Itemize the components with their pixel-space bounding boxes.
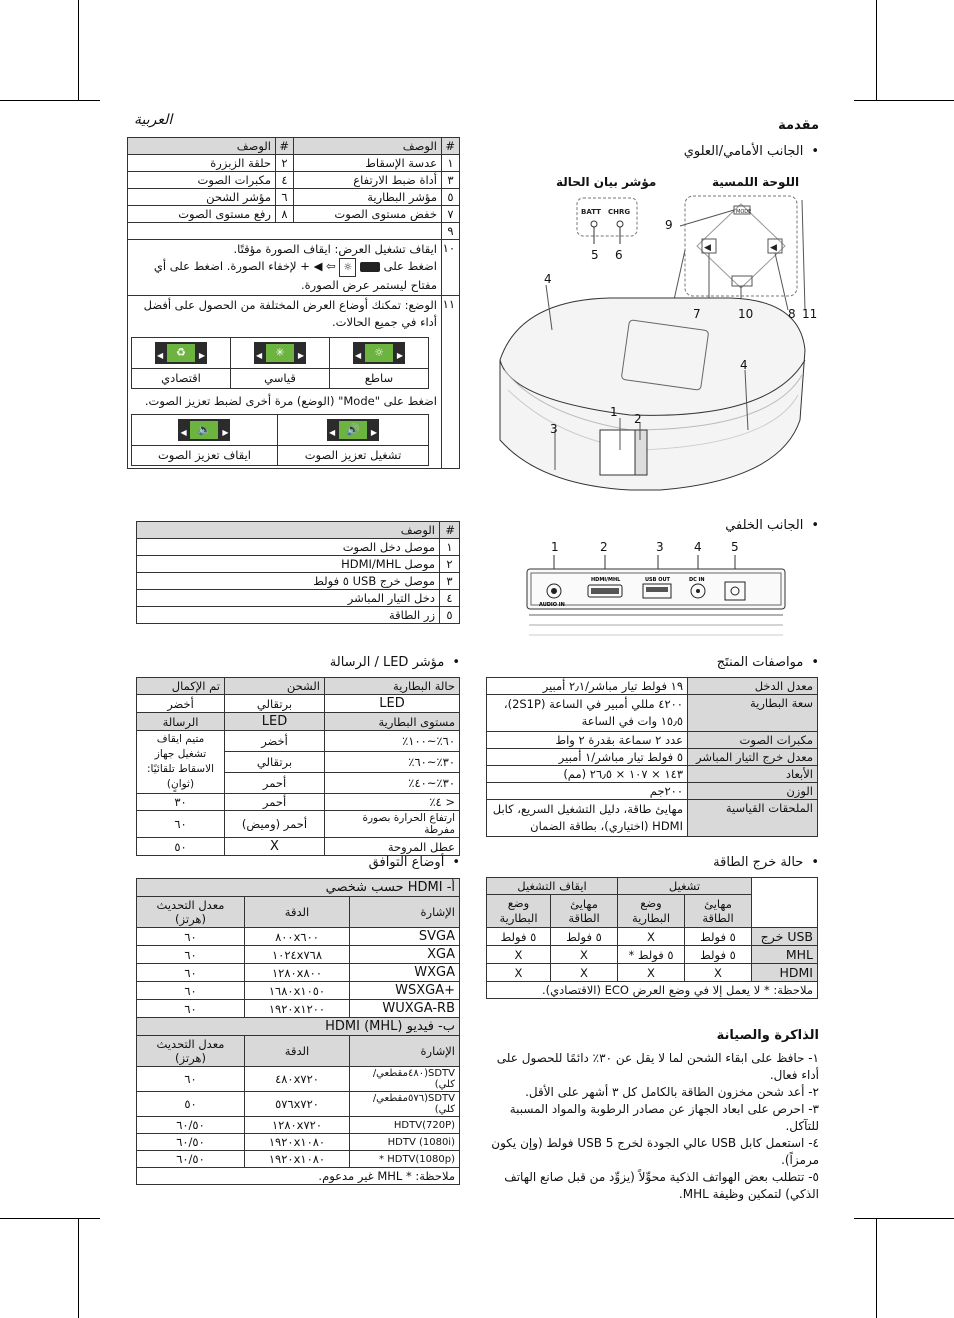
- col-desc: الوصف: [137, 522, 440, 539]
- svg-text:BATT: BATT: [581, 208, 601, 216]
- table-row: USB خرج ٥ فولط X ٥ فولط ٥ فولط: [487, 928, 818, 946]
- back-callout-1: 1: [551, 540, 559, 554]
- table-row: ٣٠٪~٦٠٪ برتقالي: [137, 752, 460, 773]
- table-row: ٣ موصل خرج USB ٥ فولط: [137, 573, 460, 590]
- table-row: HDMI X X X X: [487, 964, 818, 982]
- mode-eco-icon: ◀ ♻ ▶: [155, 342, 207, 364]
- col-num: #: [442, 138, 460, 155]
- svg-text:DC IN: DC IN: [689, 577, 705, 583]
- front-top-heading: • الجانب الأمامي/العلوي: [684, 144, 819, 159]
- row10-text-b: اضغط على: [383, 259, 437, 273]
- table-row: سعة البطارية ٤٢٠٠ مللي أمبير في الساعة (2S1P)، ١٥٫٥ وات في الساعة: [487, 695, 818, 732]
- table-row: SDTV(٤٨٠مقطعي/كلي) ٤٨٠x٧٢٠ ٦٠: [137, 1067, 460, 1092]
- table-row: ١١ الوضع: تمكنك أوضاع العرض المختلفة من الحصول على أفضل أداء في جميع الحالات. ◀ ☼ ▶ ◀ ✳ ▶ ◀ ♻ ▶ ساطع قياسي اقتصادي اضغط على "Mode" (الوضع) مرة أخرى لضبط تعزيز الصوت. ◀ 🔊 ▶ ◀ 🔈 ▶ تشغيل تعزيز الصوت ايقاف تعزيز الصوت: [128, 296, 460, 469]
- table-row: ٢ موصل HDMI/MHL: [137, 556, 460, 573]
- back-callout-4: 4: [694, 540, 702, 554]
- table-row: MHL ٥ فولط ٥ فولط * X X: [487, 946, 818, 964]
- table-row: ١٠ ايقاف تشغيل العرض: ايقاف الصورة مؤقتًا. اضغط على ☼ ⇦ ◀ + لإخفاء الصورة. اضغط على أي مفتاح ليستمر عرض الصورة.: [128, 240, 460, 296]
- sound-on-icon: ◀ 🔊 ▶: [327, 419, 379, 441]
- power-note: ملاحظة: * لا يعمل إلا في وضع العرض ECO (الاقتصادي).: [487, 982, 818, 999]
- row11-text-a: الوضع: تمكنك أوضاع العرض المختلفة من الحصول على أفضل أداء في جميع الحالات.: [143, 298, 437, 329]
- table-row: WSXGA+ ١٦٨٠x١٠٥٠ ٦٠: [137, 982, 460, 1000]
- table-row: معدل خرج التيار المباشر ٥ فولط تيار مباشر/١ أمبير: [487, 749, 818, 766]
- back-heading: • الجانب الخلفي: [725, 518, 819, 533]
- memory-title: الذاكرة والصيانة: [716, 1028, 819, 1043]
- memory-item: ٥- تتطلب بعض الهواتف الذكية محوِّلاً (يزوِّد من قبل صانع الهاتف الذكي) لتمكين وظيفة MHL.: [504, 1170, 819, 1201]
- projector-top-diagram: [480, 190, 830, 500]
- table-row: الوزن ٢٠٠جم: [487, 783, 818, 800]
- callout-8: 8: [788, 307, 796, 321]
- callout-4b: 4: [740, 358, 748, 372]
- callout-1: 1: [610, 405, 618, 419]
- col-desc: الوصف: [128, 138, 276, 155]
- svg-text:MODE: MODE: [736, 209, 752, 215]
- table-row: SVGA ٨٠٠x٦٠٠ ٦٠: [137, 928, 460, 946]
- specs-heading: • مواصفات المنتَج: [717, 655, 819, 670]
- callout-5: 5: [591, 248, 599, 262]
- table-row: ٥ زر الطاقة: [137, 607, 460, 624]
- crop-mark: [78, 0, 79, 100]
- table-row: < ٤٪ أحمر ٣٠: [137, 794, 460, 811]
- speaker-icon: ◀: [313, 259, 323, 273]
- table-row: ٣ أداة ضبط الارتفاع ٤ مكبرات الصوت: [128, 172, 460, 189]
- crop-mark: [854, 100, 954, 101]
- led-table: حالة البطارية الشحن تم الإكمال LED برتقالي أخضر مستوى البطارية LED الرسالة ٦٠٪~١٠٠٪ أخضر متيم ايقاف تشغيل جهاز الاسقاط تلقائيًا: (ثوانٍ) ٣٠٪~٦٠٪ برتقالي ٣٠٪~٤٠٪ أحمر < ٤٪ أحمر ٣٠ ارتفاع الحرارة بصورة مفرطة أحمر (وميض) ٦٠ عطل المروحة X ٥٠: [136, 677, 460, 856]
- crop-mark: [78, 1218, 79, 1318]
- row10-text-d: مفتاح ليستمر عرض الصورة.: [301, 278, 437, 292]
- crop-mark: [854, 1218, 954, 1219]
- compat-heading: • أوضاع التوافق: [369, 855, 460, 870]
- table-row: ٦٠٪~١٠٠٪ أخضر متيم ايقاف تشغيل جهاز الاسقاط تلقائيًا: (ثوانٍ): [137, 731, 460, 752]
- memory-item: ١- حافظ على ابقاء الشحن لما لا يقل عن ٣٠٪ دائمًا للحصول على أداء فعال.: [496, 1051, 819, 1082]
- memory-item: ٢- أعد شحن مخزون الطاقة بالكامل كل ٣ أشهر على الأقل.: [525, 1085, 819, 1099]
- table-row: ١ موصل دخل الصوت: [137, 539, 460, 556]
- callout-6: 6: [615, 248, 623, 262]
- table-row: HDTV(720P) ١٢٨٠x٧٢٠ ٦٠/٥٠: [137, 1117, 460, 1134]
- row11-text-b: اضغط على "Mode" (الوضع) مرة أخرى لضبط تعزيز الصوت.: [144, 394, 437, 408]
- specs-table: [486, 677, 818, 837]
- indicator-title: مؤشر بيان الحالة: [556, 175, 657, 189]
- table-row: XGA ١٠٢٤x٧٦٨ ٦٠: [137, 946, 460, 964]
- memory-item: ٣- احرص على ابعاد الجهاز عن مصادر الرطوبة والمواد المسببة للتآكل.: [509, 1102, 819, 1133]
- callout-11: 11: [802, 307, 818, 321]
- projector-back-diagram: [525, 555, 790, 640]
- col-num: #: [276, 138, 294, 155]
- crop-mark: [876, 0, 877, 100]
- back-callout-3: 3: [656, 540, 664, 554]
- crop-mark: [876, 1218, 877, 1318]
- mode-eco-label: اقتصادي: [132, 369, 231, 389]
- table-row: SDTV(٥٧٦مقطعي/كلي) ٥٧٦x٧٢٠ ٥٠: [137, 1092, 460, 1117]
- table-row: ٥ مؤشر البطارية ٦ مؤشر الشحن: [128, 189, 460, 206]
- svg-text:USB OUT: USB OUT: [645, 577, 670, 583]
- ports-table: [136, 521, 460, 624]
- col-num: #: [440, 522, 460, 539]
- parts-table: [127, 137, 460, 469]
- mode-bright-label: ساطع: [330, 369, 429, 389]
- back-callout-2: 2: [600, 540, 608, 554]
- header-language: العربية: [134, 112, 173, 128]
- svg-text:◀: ◀: [770, 243, 777, 253]
- mode-bright-icon: ◀ ☼ ▶: [353, 342, 405, 364]
- svg-text:AUDIO IN: AUDIO IN: [539, 602, 565, 608]
- panel-title: اللوحة اللمسية: [712, 175, 800, 189]
- blank-button-icon: [360, 262, 380, 272]
- arrow-icon: ⇦: [326, 259, 336, 273]
- mode-standard-icon: ◀ ✳ ▶: [254, 342, 306, 364]
- callout-3: 3: [550, 422, 558, 436]
- row10-text-c: + لإخفاء الصورة. اضغط على أي: [153, 259, 310, 273]
- led-heading: • مؤشر LED / الرسالة: [330, 655, 460, 670]
- table-row: WUXGA-RB ١٩٢٠x١٢٠٠ ٦٠: [137, 1000, 460, 1018]
- svg-text:◀: ◀: [704, 243, 711, 253]
- compat-table: أ- HDMI حسب شخصي الإشارة الدقة معدل التحديث (هرتز) SVGA ٨٠٠x٦٠٠ ٦٠ XGA ١٠٢٤x٧٦٨ ٦٠ WXGA ١٢٨٠x٨٠٠ ٦٠ WSXGA+ ١٦٨٠x١٠٥٠ ٦٠ WUXGA-RB ١٩٢٠x١٢٠٠ ٦٠ ب- فيديو HDMI (MHL) الإشارة الدقة معدل التحديث (هرتز) SDTV(٤٨٠مقطعي/كلي) ٤٨٠x٧٢٠ ٦٠ SDTV(٥٧٦مقطعي/كلي) ٥٧٦x٧٢٠ ٥٠ HDTV(720P) ١٢٨٠x٧٢٠ ٦٠/٥٠ HDTV (1080i) ١٩٢٠x١٠٨٠ ٦٠/٥٠ HDTV(1080p) * ١٩٢٠x١٠٨٠ ٦٠/٥٠ ملاحظة: * MHL غير مدعوم.: [136, 878, 460, 1185]
- crop-mark: [0, 1218, 100, 1219]
- mode-standard-label: قياسي: [231, 369, 330, 389]
- svg-text:CHRG: CHRG: [608, 208, 631, 216]
- table-row: معدل الدخل ١٩ فولط تيار مباشر/٢٫١ أمبير: [487, 678, 818, 695]
- callout-2: 2: [634, 412, 642, 426]
- table-row: مستوى البطارية LED الرسالة: [137, 713, 460, 731]
- table-row: LED برتقالي أخضر: [137, 695, 460, 713]
- callout-9: 9: [665, 218, 673, 232]
- table-row: HDTV(1080p) * ١٩٢٠x١٠٨٠ ٦٠/٥٠: [137, 1151, 460, 1168]
- memory-list: [479, 1050, 819, 1203]
- brightness-icon: ☼: [339, 258, 356, 277]
- col-desc: الوصف: [294, 138, 442, 155]
- table-row: WXGA ١٢٨٠x٨٠٠ ٦٠: [137, 964, 460, 982]
- svg-text:HDMI/MHL: HDMI/MHL: [591, 577, 621, 583]
- table-row: الملحقات القياسية مهايئ طاقة، دليل التشغيل السريع، كابل HDMI (اختياري)، بطاقة الضمان: [487, 800, 818, 837]
- power-heading: • حالة خرج الطاقة: [713, 855, 819, 870]
- table-row: مكبرات الصوت عدد ٢ سماعة بقدرة ٢ واط: [487, 732, 818, 749]
- table-row: ٩: [128, 223, 460, 240]
- compat-note: ملاحظة: * MHL غير مدعوم.: [137, 1168, 460, 1185]
- table-row: ١ عدسة الإسقاط ٢ حلقة الزبزرة: [128, 155, 460, 172]
- table-row: ٤ دخل التيار المباشر: [137, 590, 460, 607]
- callout-7: 7: [693, 307, 701, 321]
- table-row: الأبعاد ١٤٣ × ١٠٧ × ٢٦٫٥ (مم): [487, 766, 818, 783]
- memory-item: ٤- استعمل كابل USB عالي الجودة لخرج USB 5 فولط (وإن يكون مرمزاً).: [491, 1136, 819, 1167]
- table-row: عطل المروحة X ٥٠: [137, 838, 460, 856]
- callout-4: 4: [544, 272, 552, 286]
- table-row: ٧ خفض مستوى الصوت ٨ رفع مستوى الصوت: [128, 206, 460, 223]
- table-row: ارتفاع الحرارة بصورة مفرطة أحمر (وميض) ٦٠: [137, 811, 460, 838]
- power-table: تشغيل ايقاف التشغيل مهايئ الطاقة وضع البطارية مهايئ الطاقة وضع البطارية USB خرج ٥ فولط X ٥ فولط ٥ فولط MHL ٥ فولط ٥ فولط * X X HDMI X X X X ملاحظة: * لا يعمل إلا في وضع العرض ECO (الاقتصادي).: [486, 877, 818, 999]
- table-row: ٣٠٪~٤٠٪ أحمر: [137, 773, 460, 794]
- back-callout-5: 5: [731, 540, 739, 554]
- sound-on-label: تشغيل تعزيز الصوت: [277, 446, 428, 466]
- row10-text-a: ايقاف تشغيل العرض: ايقاف الصورة مؤقتًا.: [233, 242, 437, 256]
- table-row: HDTV (1080i) ١٩٢٠x١٠٨٠ ٦٠/٥٠: [137, 1134, 460, 1151]
- sound-off-icon: ◀ 🔈 ▶: [178, 419, 230, 441]
- callout-10: 10: [738, 307, 754, 321]
- crop-mark: [0, 100, 100, 101]
- sound-off-label: ايقاف تعزيز الصوت: [132, 446, 278, 466]
- header-section: مقدمة: [778, 118, 819, 133]
